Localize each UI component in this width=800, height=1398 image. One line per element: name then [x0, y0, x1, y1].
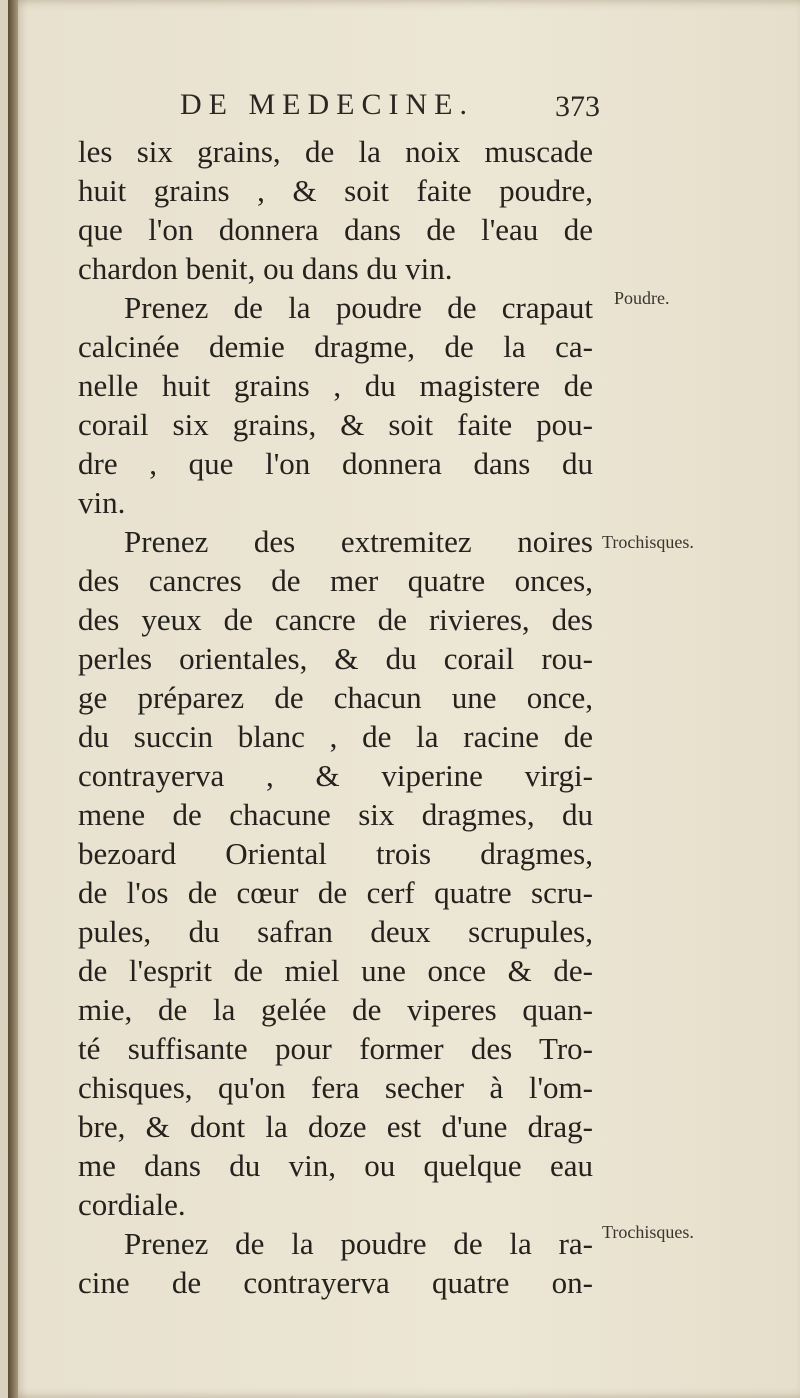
running-title: DE MEDECINE.	[180, 88, 474, 121]
text-line: du succin blanc , de la racine de	[78, 719, 593, 754]
text-line: me dans du vin, ou quelque eau	[78, 1148, 593, 1183]
text-line: les six grains, de la noix muscade	[78, 134, 593, 169]
text-line: ge préparez de chacun une once,	[78, 680, 593, 715]
text-line: Prenez de la poudre de crapaut	[124, 290, 593, 325]
text-line: nelle huit grains , du magistere de	[78, 368, 593, 403]
text-line: Prenez de la poudre de la ra-	[124, 1226, 593, 1261]
text-line: huit grains , & soit faite poudre,	[78, 173, 593, 208]
text-line: bre, & dont la doze est d'une drag-	[78, 1109, 593, 1144]
text-line: contrayerva , & viperine virgi-	[78, 758, 593, 793]
text-line: calcinée demie dragme, de la ca-	[78, 329, 593, 364]
text-line: cine de contrayerva quatre on-	[78, 1265, 593, 1300]
text-line: mene de chacune six dragmes, du	[78, 797, 593, 832]
text-line: corail six grains, & soit faite pou-	[78, 407, 593, 442]
text-line: bezoard Oriental trois dragmes,	[78, 836, 593, 871]
text-line: Prenez des extremitez noires	[124, 524, 593, 559]
running-header	[180, 88, 600, 128]
book-page	[8, 0, 800, 1398]
page-number: 373	[555, 90, 600, 123]
text-line: des cancres de mer quatre onces,	[78, 563, 593, 598]
text-line: chisques, qu'on fera secher à l'om-	[78, 1070, 593, 1105]
text-line: cordiale.	[78, 1187, 186, 1222]
margin-note-poudre: Poudre.	[614, 288, 670, 308]
text-line: dre , que l'on donnera dans du	[78, 446, 593, 481]
text-line: chardon benit, ou dans du vin.	[78, 251, 453, 286]
text-line: de l'esprit de miel une once & de-	[78, 953, 593, 988]
margin-note-trochisques-2: Trochisques.	[602, 1222, 694, 1242]
text-line: mie, de la gelée de viperes quan-	[78, 992, 593, 1027]
text-line: té suffisante pour former des Tro-	[78, 1031, 593, 1066]
book-spine-shadow	[8, 0, 18, 1398]
text-line: pules, du safran deux scrupules,	[78, 914, 593, 949]
text-line: des yeux de cancre de rivieres, des	[78, 602, 593, 637]
margin-note-trochisques: Trochisques.	[602, 532, 694, 552]
body-text	[78, 132, 593, 1302]
text-line: perles orientales, & du corail rou-	[78, 641, 593, 676]
text-line: de l'os de cœur de cerf quatre scru-	[78, 875, 593, 910]
text-line: que l'on donnera dans de l'eau de	[78, 212, 593, 247]
text-line: vin.	[78, 485, 126, 520]
